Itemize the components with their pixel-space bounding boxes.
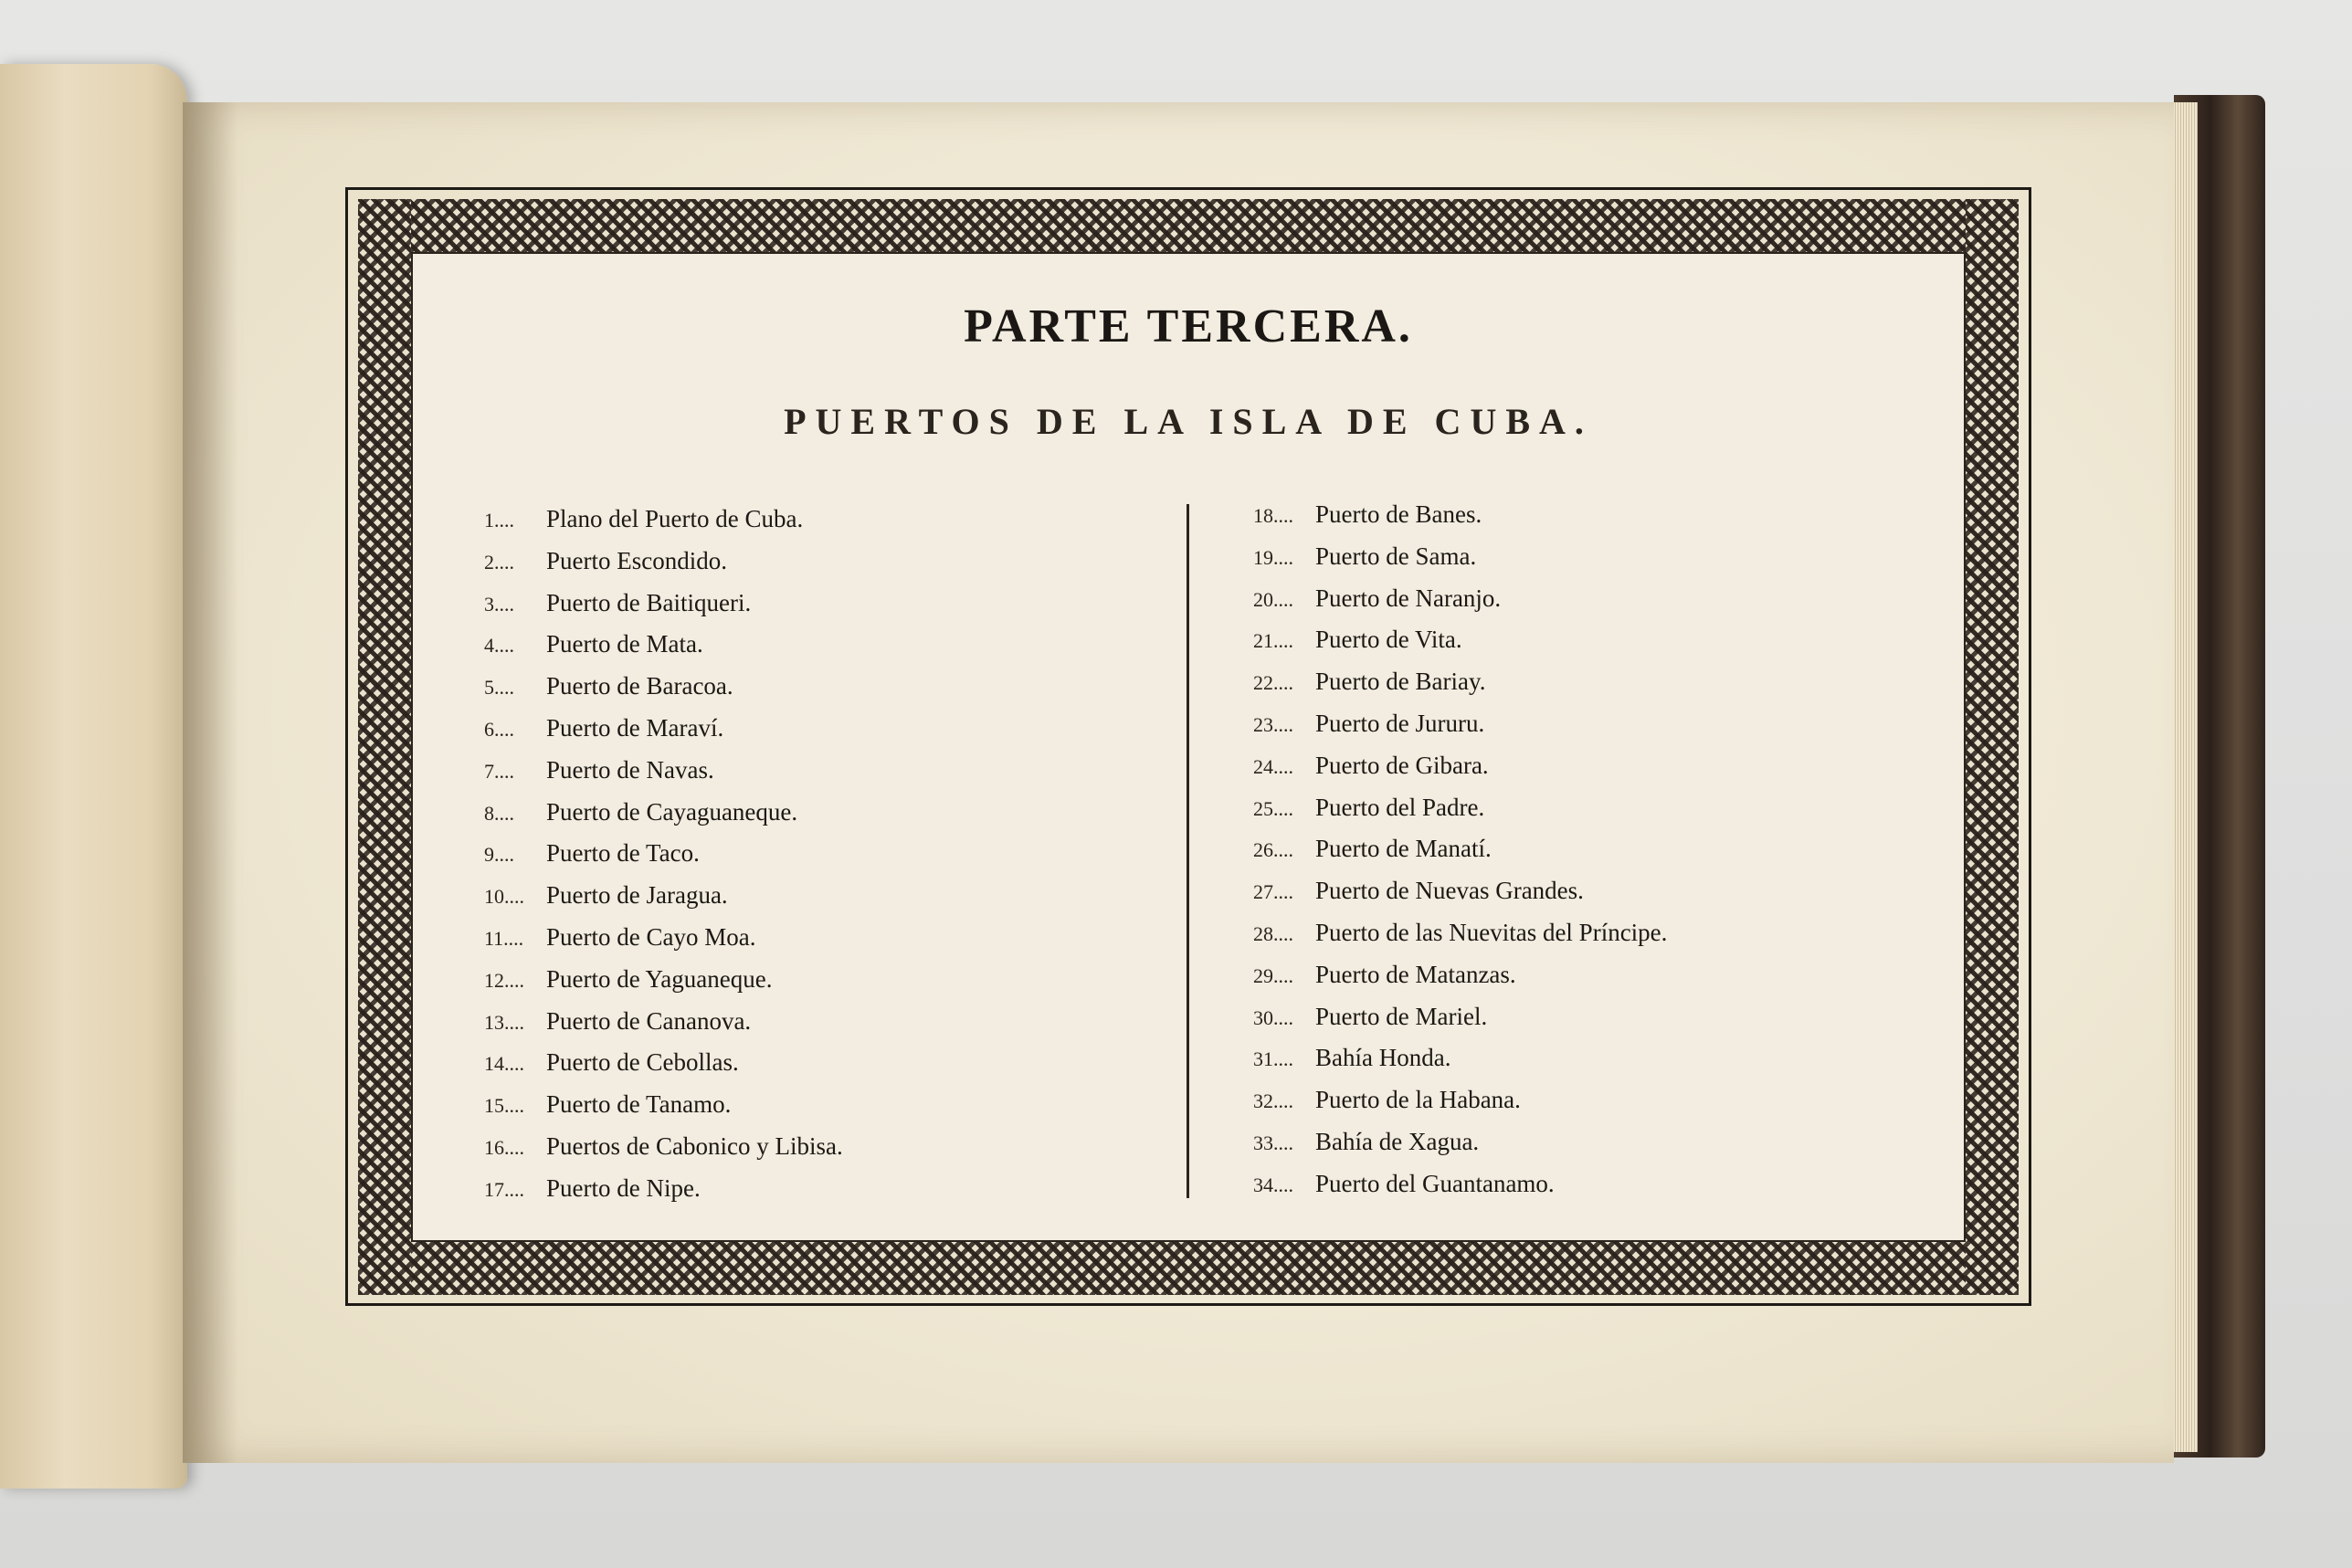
entry-number: 11....	[484, 926, 524, 950]
entry-number: 25....	[1253, 796, 1293, 820]
entry-number: 8....	[484, 801, 514, 825]
contents-entry	[1253, 1163, 1911, 1205]
entry-name: Puerto de Naranjo.	[1315, 584, 1502, 612]
contents-entry	[484, 1168, 1142, 1210]
entry-name: Puerto de Vita.	[1315, 626, 1462, 654]
entry-number: 23....	[1253, 712, 1293, 736]
entry-name: Puerto de Baracoa.	[546, 672, 733, 700]
entry-name: Puerto de Gibara.	[1315, 751, 1489, 779]
left-page	[0, 64, 187, 1489]
contents-entry	[1253, 536, 1911, 578]
entry-name: Puerto de Bariay.	[1315, 668, 1486, 696]
contents-entry	[484, 792, 1142, 834]
entry-number: 4....	[484, 634, 514, 658]
entry-number: 31....	[1253, 1047, 1293, 1071]
contents-entry	[484, 917, 1142, 959]
entry-name: Puerto de Cayaguaneque.	[546, 797, 798, 826]
entry-number: 12....	[484, 968, 524, 992]
contents-entry	[1253, 494, 1911, 536]
entry-number: 18....	[1253, 504, 1293, 527]
entry-name: Puerto de Yaguaneque.	[546, 964, 773, 993]
contents-entry	[484, 833, 1142, 875]
contents-entry	[484, 624, 1142, 666]
ornamental-border-top	[358, 199, 2019, 252]
contents-entry	[484, 708, 1142, 750]
contents-entry	[1253, 1121, 1911, 1163]
entry-name: Puerto de las Nuevitas del Príncipe.	[1315, 918, 1668, 946]
contents-entry	[1253, 661, 1911, 703]
contents-entry	[1253, 870, 1911, 912]
entry-name: Puertos de Cabonico y Libisa.	[546, 1131, 843, 1160]
contents-entry	[1253, 619, 1911, 661]
entry-name: Puerto de Cayo Moa.	[546, 922, 756, 951]
contents-entry	[484, 583, 1142, 625]
entry-number: 22....	[1253, 671, 1293, 695]
contents-entry	[1253, 578, 1911, 620]
entry-name: Puerto de Jaragua.	[546, 881, 728, 910]
contents-entry	[484, 1084, 1142, 1126]
entry-number: 1....	[484, 509, 514, 531]
entry-number: 19....	[1253, 545, 1293, 569]
entry-name: Puerto del Padre.	[1315, 793, 1485, 821]
entry-name: Puerto de Banes.	[1315, 500, 1482, 528]
entry-number: 17....	[484, 1177, 524, 1201]
contents-entry	[1253, 703, 1911, 745]
contents-entry	[484, 666, 1142, 708]
entry-number: 3....	[484, 592, 514, 616]
contents-entry	[484, 1001, 1142, 1043]
contents-entry	[1253, 745, 1911, 787]
contents-entry	[1253, 787, 1911, 829]
contents-entry	[484, 499, 1142, 541]
contents-entry	[1253, 954, 1911, 996]
entry-name: Puerto de Mariel.	[1315, 1002, 1488, 1030]
entry-number: 10....	[484, 885, 524, 909]
contents-column-right	[1253, 494, 1911, 1205]
entry-number: 34....	[1253, 1173, 1293, 1196]
entry-name: Plano del Puerto de Cuba.	[546, 505, 804, 532]
entry-number: 33....	[1253, 1131, 1293, 1154]
entry-name: Puerto de Baitiqueri.	[546, 588, 752, 616]
ornamental-border-left	[358, 199, 411, 1295]
entry-name: Puerto de Nuevas Grandes.	[1315, 877, 1584, 905]
entry-number: 2....	[484, 550, 514, 574]
entry-number: 32....	[1253, 1089, 1293, 1113]
entry-name: Puerto Escondido.	[546, 546, 727, 574]
entry-name: Puerto del Guantanamo.	[1315, 1169, 1555, 1197]
entry-number: 14....	[484, 1052, 524, 1076]
entry-number: 24....	[1253, 754, 1293, 778]
entry-name: Bahía de Xagua.	[1315, 1127, 1480, 1155]
entry-number: 28....	[1253, 921, 1293, 945]
entry-number: 13....	[484, 1010, 524, 1034]
contents-column-left	[484, 499, 1142, 1210]
contents-entry	[1253, 828, 1911, 870]
entry-name: Puerto de la Habana.	[1315, 1086, 1521, 1114]
entry-number: 27....	[1253, 880, 1293, 904]
contents-entry	[484, 959, 1142, 1001]
entry-name: Puerto de Nipe.	[546, 1173, 701, 1202]
ornamental-border-right	[1966, 199, 2019, 1295]
spine-shadow	[183, 102, 237, 1463]
entry-name: Puerto de Mata.	[546, 630, 703, 658]
page-subtitle: PUERTOS DE LA ISLA DE CUBA.	[784, 401, 1593, 442]
entry-name: Puerto de Sama.	[1315, 542, 1477, 570]
entry-number: 5....	[484, 676, 514, 700]
entry-name: Puerto de Manatí.	[1315, 835, 1492, 863]
ornamental-border-bottom	[358, 1242, 2019, 1295]
entry-name: Puerto de Cebollas.	[546, 1048, 739, 1077]
entry-name: Puerto de Taco.	[546, 839, 700, 868]
entry-number: 21....	[1253, 629, 1293, 653]
entry-name: Bahía Honda.	[1315, 1044, 1451, 1072]
entry-number: 29....	[1253, 963, 1293, 987]
entry-number: 7....	[484, 759, 514, 783]
entry-name: Puerto de Cananova.	[546, 1006, 752, 1035]
contents-entry	[484, 1126, 1142, 1168]
entry-number: 6....	[484, 717, 514, 741]
entry-number: 16....	[484, 1135, 524, 1159]
contents-entry	[484, 750, 1142, 792]
entry-name: Puerto de Maraví.	[546, 713, 724, 742]
entry-number: 20....	[1253, 587, 1293, 611]
contents-entry	[1253, 1037, 1911, 1079]
contents-entry	[1253, 996, 1911, 1038]
entry-name: Puerto de Matanzas.	[1315, 960, 1516, 988]
contents-entry	[1253, 912, 1911, 954]
page-title: PARTE TERCERA.	[964, 300, 1413, 353]
contents-entry	[1253, 1079, 1911, 1121]
entry-number: 15....	[484, 1094, 524, 1118]
contents-entry	[484, 1042, 1142, 1084]
contents-entry	[484, 541, 1142, 583]
contents-entry	[484, 875, 1142, 917]
entry-name: Puerto de Tanamo.	[546, 1090, 732, 1119]
column-divider	[1187, 504, 1189, 1198]
entry-name: Puerto de Jururu.	[1315, 709, 1485, 737]
entry-number: 9....	[484, 843, 514, 867]
entry-number: 30....	[1253, 1005, 1293, 1029]
entry-name: Puerto de Navas.	[546, 755, 714, 784]
entry-number: 26....	[1253, 838, 1293, 862]
